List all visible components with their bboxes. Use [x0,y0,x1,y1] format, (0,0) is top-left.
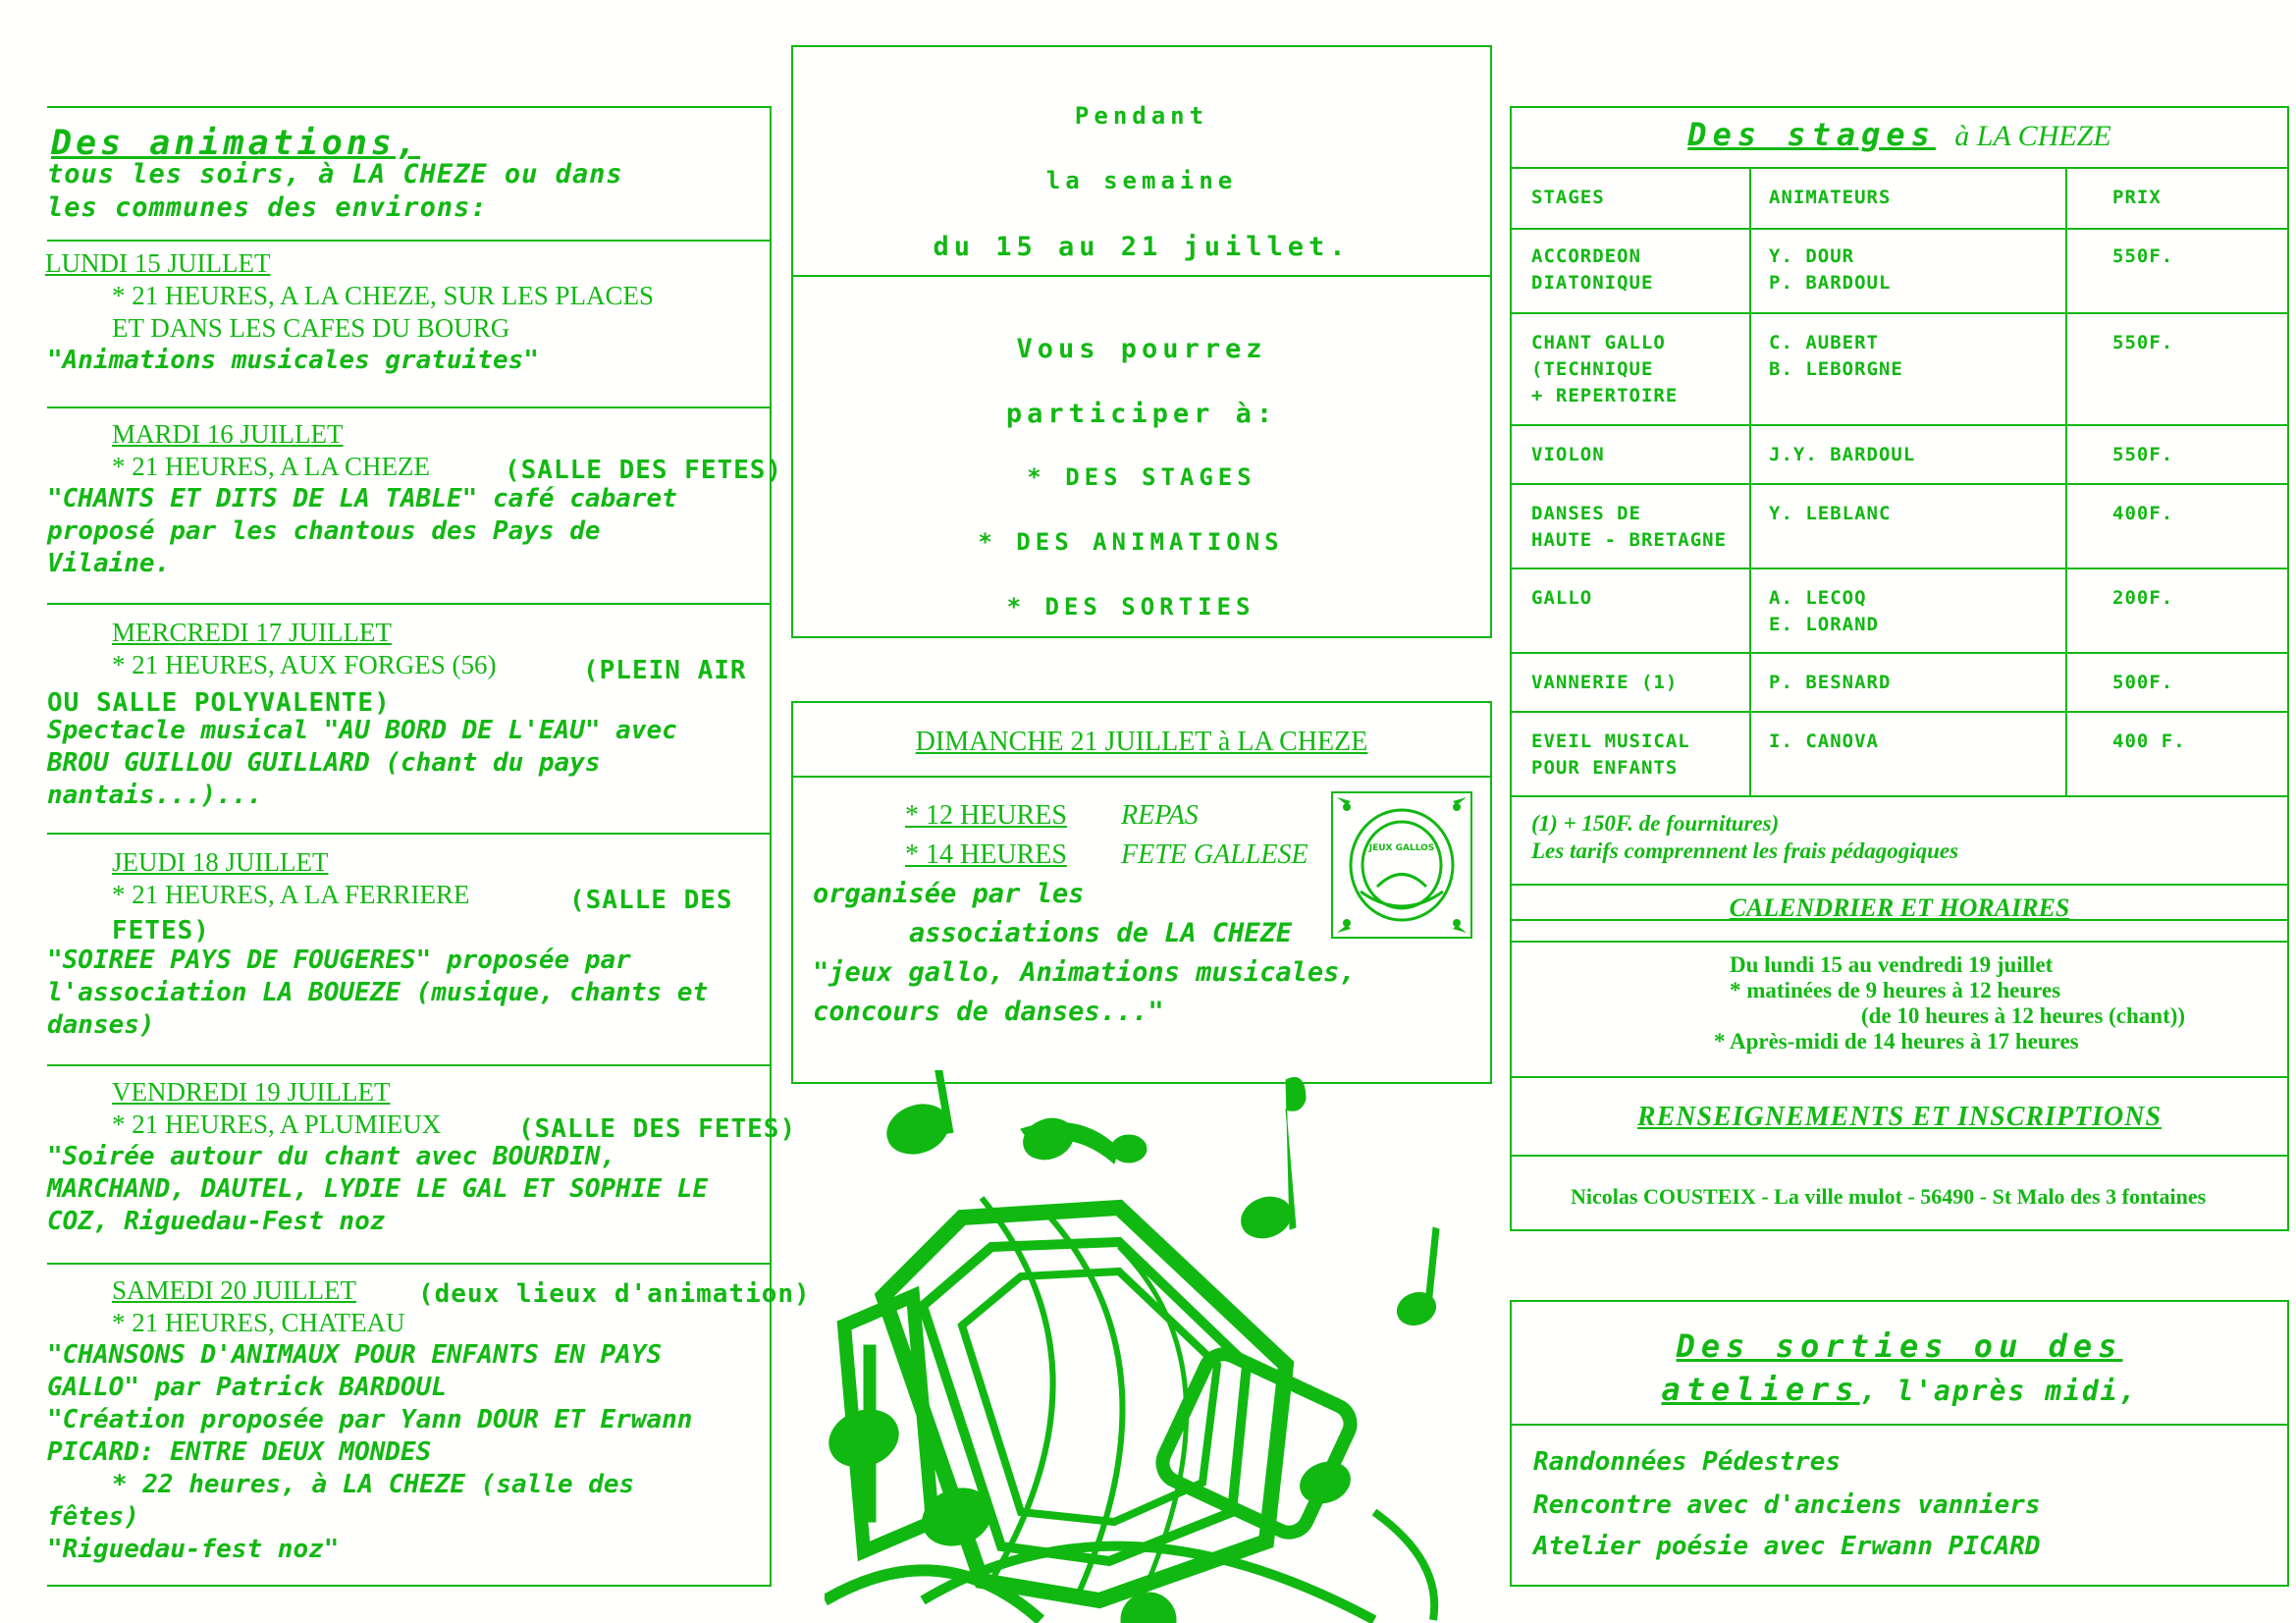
day-title: SAMEDI 20 JUILLET [112,1275,356,1305]
day-line: * 21 HEURES, AUX FORGES (56) [112,650,497,679]
day-mardi [47,408,783,607]
week-line-2: la semaine [1045,167,1238,194]
day-line: * 21 HEURES, CHATEAU [112,1308,405,1337]
calendar-line-1: Du lundi 15 au vendredi 19 juillet [1730,952,2054,977]
table-row-anim: Y. LEBLANC [1769,503,1892,524]
sunday-header: DIMANCHE 21 JUILLET à LA CHEZE [915,727,1368,757]
col-header-prix: PRIX [2112,187,2162,208]
logo-wreath-icon [1333,793,1470,937]
day-desc: "CHANTS ET DITS DE LA TABLE" café cabaret [47,484,677,514]
jeux-gallos-logo [1331,791,1472,939]
calendar-line-3: (de 10 heures à 12 heures (chant)) [1861,1003,2186,1028]
sunday-time-1: * 12 HEURES [905,800,1067,831]
day-note: (PLEIN AIR [583,656,747,685]
day-line: ET DANS LES CAFES DU BOURG [112,313,510,343]
stages-table [1512,167,2287,795]
participate-line-1: Vous pourrez [1016,334,1267,364]
table-row-prix: 550F. [2112,245,2174,267]
day-desc: proposé par les chantous des Pays de [47,516,601,546]
participate-line-3: * DES STAGES [1027,463,1256,491]
day-desc: COZ, Riguedau-Fest noz [47,1207,386,1236]
logo-text: JEUX GALLOS [1368,843,1435,853]
table-row-prix: 550F. [2112,332,2174,353]
sorties-title-main: Des sorties ou des [1676,1327,2123,1365]
table-row-prix: 400 F. [2112,730,2186,752]
animations-panel [45,106,811,1587]
day-desc: l'association LA BOUEZE (musique, chants et [47,978,709,1007]
sorties-title-ateliers: ateliers [1661,1371,1860,1408]
day-desc: danses) [47,1010,155,1040]
table-row-stage: VANNERIE (1) [1531,672,1679,693]
week-line-3: du 15 au 21 juillet. [933,232,1351,262]
day-line: * 21 HEURES, A LA CHEZE [112,452,431,481]
day-note: (SALLE DES FETES) [518,1114,797,1144]
participate-line-2: participer à: [1005,399,1278,429]
calendar-line-2: * matinées de 9 heures à 12 heures [1730,978,2061,1002]
day-line: * 21 HEURES, A PLUMIEUX [112,1109,442,1139]
table-row-anim: I. CANOVA [1769,730,1879,752]
day-line: * 22 heures, à LA CHEZE (salle des [112,1470,635,1499]
stages-title-place: à LA CHEZE [1954,120,2111,152]
animations-subtitle-2: les communes des environs: [47,192,488,223]
col-header-stages: STAGES [1531,187,1605,208]
day-note: (deux lieux d'animation) [418,1279,811,1309]
day-note: (SALLE DES FETES) [505,456,783,485]
sorties-item: Rencontre avec d'anciens vanniers [1533,1490,2041,1520]
stages-title-main: Des stages [1687,116,1936,153]
day-note: FETES) [112,916,210,946]
day-desc: MARCHAND, DAUTEL, LYDIE LE GAL ET SOPHIE LE [47,1174,709,1204]
table-row-anim: P. BESNARD [1769,672,1892,693]
day-desc: Spectacle musical "AU BORD DE L'EAU" avec [47,716,677,745]
sorties-title-line-1 [1512,1327,2287,1365]
table-row-stage: ACCORDEON DIATONIQUE [1531,245,1654,294]
table-row-prix: 500F. [2112,672,2174,693]
week-line-1: Pendant [1074,102,1209,130]
sorties-item: Randonnées Pédestres [1533,1447,1842,1477]
sunday-line-3: organisée par les [813,879,1085,909]
day-line: * 21 HEURES, A LA CHEZE, SUR LES PLACES [112,281,655,310]
stages-footnote-1: (1) + 150F. de fournitures) [1531,811,1780,836]
table-row-prix: 400F. [2112,503,2174,524]
info-contact: Nicolas COUSTEIX - La ville mulot - 56490 - St Malo des 3 fontaines [1571,1184,2207,1209]
sorties-title-rest: , l'après midi, [1859,1375,2138,1407]
sorties-panel [1510,1300,2289,1587]
day-desc: "Riguedau-fest noz" [47,1535,340,1564]
day-desc: BROU GUILLOU GUILLARD (chant du pays [47,748,601,778]
stages-panel [1510,106,2289,921]
participate-line-5: * DES SORTIES [1006,593,1255,621]
day-desc: GALLO" par Patrick BARDOUL [47,1373,447,1402]
day-samedi [47,1265,811,1589]
day-desc: fêtes) [47,1502,139,1532]
accordion-music-illustration [825,1070,1472,1623]
day-title: MERCREDI 17 JUILLET [112,618,392,647]
day-desc: Vilaine. [47,549,171,578]
participate-line-4: * DES ANIMATIONS [978,528,1284,556]
day-desc: "SOIREE PAYS DE FOUGERES" proposée par [47,946,631,975]
sunday-line-4: associations de LA CHEZE [909,918,1293,948]
day-note: OU SALLE POLYVALENTE) [47,688,391,718]
day-vendredi [47,1066,797,1265]
col-header-animateurs: ANIMATEURS [1769,187,1892,208]
sorties-title-line-2 [1512,1371,2287,1408]
sorties-item: Atelier poésie avec Erwann PICARD [1533,1532,2041,1561]
animations-subtitle-1: tous les soirs, à LA CHEZE ou dans [47,159,623,189]
day-title: JEUDI 18 JUILLET [112,847,329,877]
stages-title [1512,116,2287,153]
table-row-stage: GALLO [1531,587,1593,609]
table-row-stage: VIOLON [1531,444,1605,465]
table-row-stage: CHANT GALLO (TECHNIQUE + REPERTOIRE [1531,332,1679,406]
sunday-line-5: "jeux gallo, Animations musicales, [813,957,1356,988]
day-mercredi [47,605,770,837]
day-desc: "CHANSONS D'ANIMAUX POUR ENFANTS EN PAYS [47,1340,663,1370]
day-title: VENDREDI 19 JUILLET [112,1077,391,1107]
sunday-time-2: * 14 HEURES [905,839,1067,870]
sunday-panel [791,701,1492,1084]
day-jeudi [47,835,770,1066]
day-desc: "Soirée autour du chant avec BOURDIN, [47,1142,616,1171]
stages-footnote-2: Les tarifs comprennent les frais pédagogiques [1531,839,1959,863]
day-desc: "Animations musicales gratuites" [47,346,539,375]
table-row-prix: 200F. [2112,587,2174,609]
sunday-what-2: FETE GALLESE [1121,839,1308,870]
day-line: * 21 HEURES, A LA FERRIERE [112,880,470,909]
table-row-anim: C. AUBERT B. LEBORGNE [1769,332,1903,380]
day-desc: nantais...)... [47,781,263,810]
day-lundi [47,242,770,410]
animations-title: Des animations, [51,124,421,163]
day-title: MARDI 16 JUILLET [112,419,344,449]
table-row-stage: EVEIL MUSICAL POUR ENFANTS [1531,730,1690,779]
day-note: (SALLE DES [569,886,733,915]
day-desc: "Création proposée par Yann DOUR ET Erwann [47,1405,693,1434]
day-desc: PICARD: ENTRE DEUX MONDES [47,1437,432,1467]
sunday-line-6: concours de danses..." [813,997,1164,1027]
calendar-panel [1510,919,2289,1078]
table-row-prix: 550F. [2112,444,2174,465]
day-title: LUNDI 15 JUILLET [45,248,271,278]
table-row-anim: A. LECOQ E. LORAND [1769,587,1879,635]
calendar-line-4: * Après-midi de 14 heures à 17 heures [1714,1029,2079,1054]
table-row-anim: Y. DOUR P. BARDOUL [1769,245,1892,294]
table-row-stage: DANSES DE HAUTE - BRETAGNE [1531,503,1728,551]
calendar-title: CALENDRIER ET HORAIRES [1729,893,2070,922]
info-panel [1510,1076,2289,1231]
sunday-what-1: REPAS [1121,800,1199,831]
week-panel [791,45,1492,638]
table-row-anim: J.Y. BARDOUL [1769,444,1916,465]
info-title: RENSEIGNEMENTS ET INSCRIPTIONS [1636,1102,2163,1132]
